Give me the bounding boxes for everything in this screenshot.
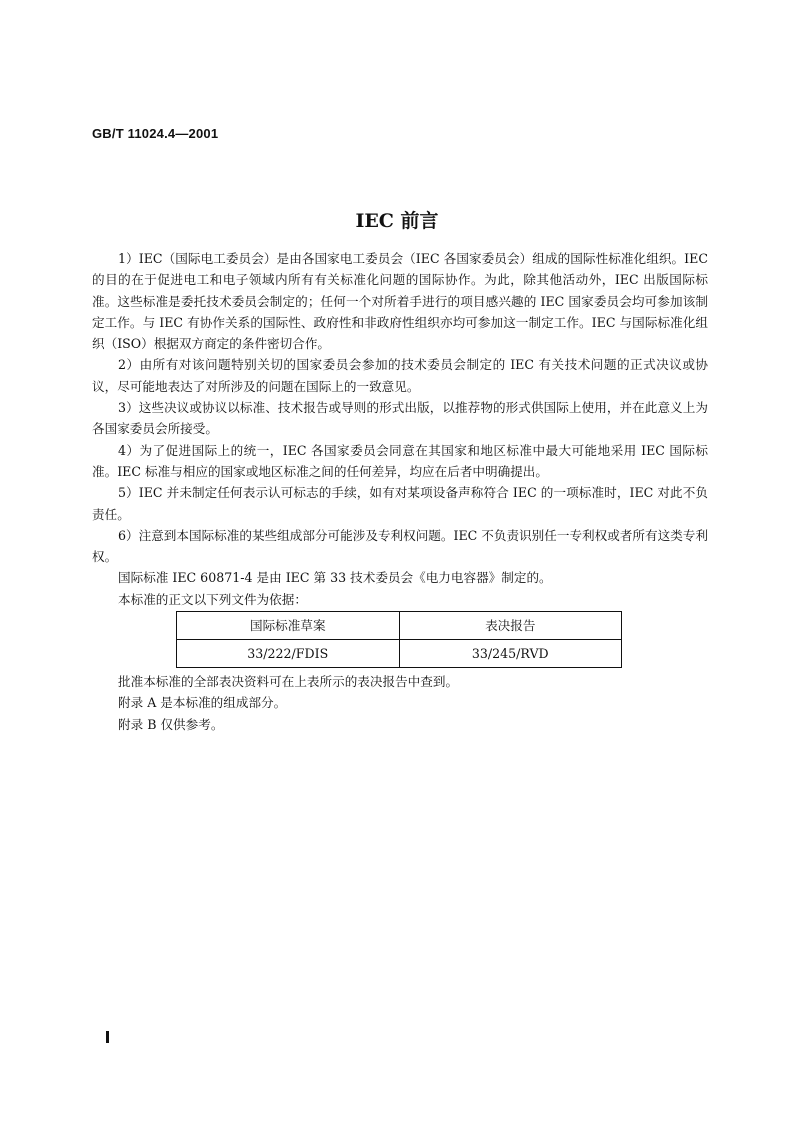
table-header-cell: 表决报告 — [399, 612, 622, 640]
table-cell: 33/222/FDIS — [177, 640, 400, 668]
document-basis-table — [176, 611, 622, 668]
table-header-cell: 国际标准草案 — [177, 612, 400, 640]
paragraph-annex-a: 附录 A 是本标准的组成部分。 — [118, 695, 287, 711]
paragraph-7: 国际标准 IEC 60871-4 是由 IEC 第 33 技术委员会《电力电容器》制定的。 — [118, 570, 552, 586]
paragraph-approval: 批准本标准的全部表决资料可在上表所示的表决报告中查到。 — [118, 674, 459, 690]
document-body — [92, 248, 708, 735]
paragraph-2: 2）由所有对该问题特别关切的国家委员会参加的技术委员会制定的 IEC 有关技术问题的正式决议或协议，尽可能地表达了对所涉及的问题在国际上的一致意见。 — [92, 357, 708, 394]
paragraph-5: 5）IEC 并未制定任何表示认可标志的手续，如有对某项设备声称符合 IEC 的一项标准时，IEC 对此不负责任。 — [92, 485, 708, 522]
page-number — [106, 1031, 109, 1043]
paragraph-annex-b: 附录 B 仅供参考。 — [118, 716, 224, 732]
table-row — [177, 640, 622, 668]
document-code: GB/T 11024.4—2001 — [92, 126, 219, 141]
paragraph-6: 6）注意到本国际标准的某些组成部分可能涉及专利权问题。IEC 不负责识别任一专利权或者所有这类专利权。 — [92, 527, 708, 565]
table-header-row — [177, 612, 622, 640]
paragraph-4: 4）为了促进国际上的统一，IEC 各国家委员会同意在其国家和地区标准中最大可能地采用 IEC 国际标准。IEC 标准与相应的国家或地区标准之间的任何差异，均应在后者中明确提出。 — [92, 442, 708, 479]
paragraph-1: 1）IEC（国际电工委员会）是由各国家电工委员会（IEC 各国家委员会）组成的国际性标准化组织。IEC 的目的在于促进电工和电子领域内所有有关标准化问题的国际协作。为此，除其他活动外，IEC 出版国际标准。这些标准是委托技术委员会制定的；任何一个对所着手进行的项目感兴趣的 IEC 国家委员会均可参加该制定工作。与 IEC 有协作关系的国际性、政府性和非政府性组织亦均可参加这一制定工作。IEC 与国际标准化组织（ISO）根据双方商定的条件密切合作。 — [92, 251, 708, 352]
table-cell: 33/245/RVD — [399, 640, 622, 668]
paragraph-3: 3）这些决议或协议以标准、技术报告或导则的形式出版，以推荐物的形式供国际上使用，并在此意义上为各国家委员会所接受。 — [92, 400, 708, 437]
paragraph-8: 本标准的正文以下列文件为依据： — [118, 591, 307, 607]
page-title: IEC 前言 — [355, 210, 439, 232]
